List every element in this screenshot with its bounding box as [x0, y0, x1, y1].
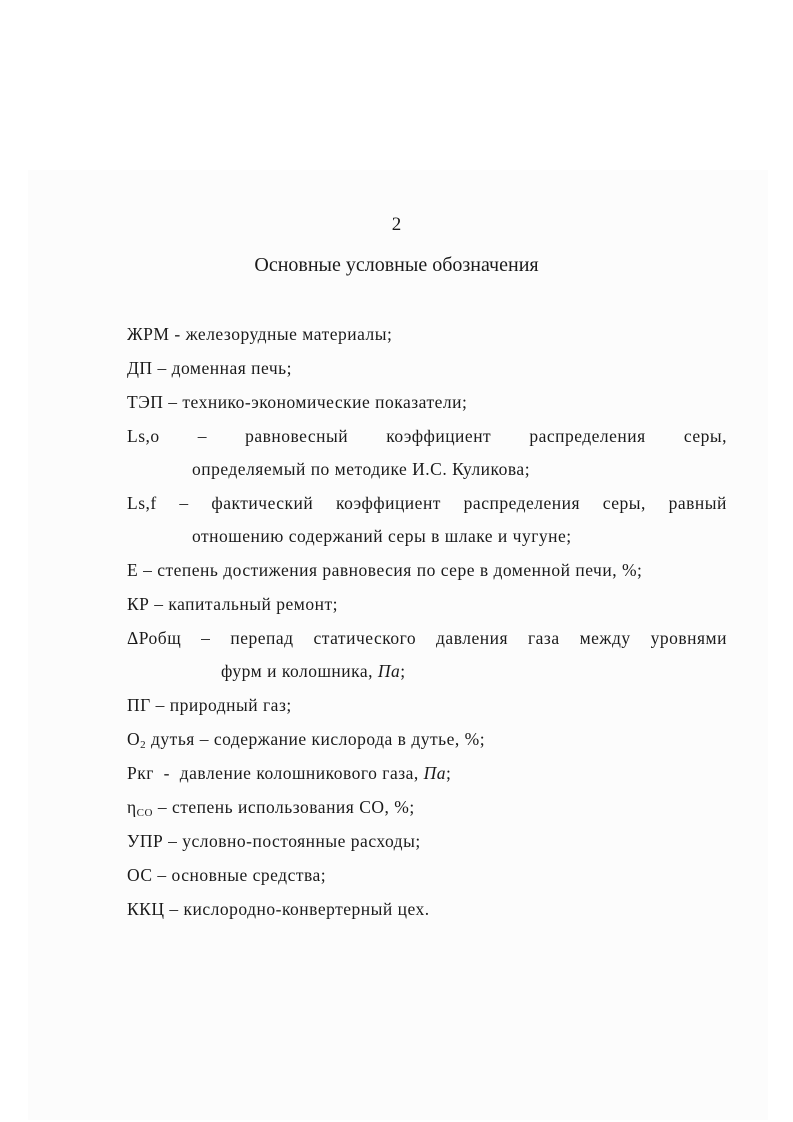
- abbreviation-entry: [127, 861, 727, 895]
- separator: –: [157, 797, 168, 817]
- abbreviation-entry: [127, 827, 727, 861]
- term-symbol: O: [127, 729, 141, 749]
- definition-word: серы,: [602, 493, 646, 513]
- abbreviation-term: ТЭП: [127, 392, 164, 412]
- separator: –: [143, 560, 153, 580]
- separator: –: [169, 899, 179, 919]
- definition-word: распределения: [529, 426, 646, 446]
- abbreviation-term: ДП: [127, 358, 153, 378]
- abbreviation-entry: [127, 556, 727, 590]
- abbreviation-entry: [127, 759, 727, 793]
- definition-word: коэффициент: [336, 493, 441, 513]
- separator: –: [201, 628, 211, 648]
- abbreviation-term: [127, 729, 195, 749]
- term-subscript: 2: [140, 739, 147, 751]
- definition-word: статического: [313, 628, 417, 648]
- abbreviation-definition: технико-экономические показатели;: [182, 392, 468, 412]
- abbreviation-definition: содержание кислорода в дутье, %;: [213, 729, 486, 749]
- separator: –: [179, 493, 189, 513]
- definition-word: распределения: [463, 493, 581, 513]
- abbreviation-term: ПГ: [127, 695, 151, 715]
- justified-line: [127, 624, 727, 657]
- definition-word: перепад: [230, 628, 294, 648]
- separator: –: [155, 695, 165, 715]
- abbreviation-definition: железорудные материалы;: [185, 324, 393, 344]
- definition-word: давления: [436, 628, 509, 648]
- abbreviation-definition: капитальный ремонт;: [168, 594, 338, 614]
- abbreviation-entry: [127, 320, 727, 354]
- abbreviation-definition: условно-постоянные расходы;: [182, 831, 421, 851]
- separator: -: [163, 763, 170, 783]
- unit-pascal: Па: [423, 763, 447, 783]
- abbreviation-term: [127, 797, 153, 817]
- term-symbol: η: [127, 797, 137, 817]
- separator: –: [199, 729, 209, 749]
- abbreviation-entry: [127, 590, 727, 624]
- page-title: Основные условные обозначения: [254, 254, 539, 276]
- abbreviation-term: Ркг: [127, 763, 154, 783]
- definition-word: коэффициент: [386, 426, 492, 446]
- justified-line: [127, 422, 727, 455]
- definition-word: уровнями: [650, 628, 727, 648]
- abbreviation-term: ЖРМ: [127, 324, 170, 344]
- line-end: ;: [400, 661, 406, 681]
- definition-word: равновесный: [245, 426, 349, 446]
- definition-word: газа: [527, 628, 560, 648]
- abbreviation-term: ОС: [127, 865, 153, 885]
- abbreviation-definition: давление колошникового газа,: [179, 763, 419, 783]
- abbreviation-definition: доменная печь;: [171, 358, 293, 378]
- separator: –: [168, 831, 178, 851]
- abbreviation-entry: [127, 489, 727, 556]
- line-end: ;: [446, 763, 452, 783]
- separator: –: [157, 865, 167, 885]
- definition-continuation: определяемый по методике И.С. Куликова;: [192, 459, 531, 479]
- abbreviation-term: Ls,f: [127, 493, 157, 513]
- unit-pascal: Па: [377, 661, 401, 681]
- abbreviation-entry: [127, 725, 727, 759]
- abbreviation-definition: степень использования СО, %;: [171, 797, 415, 817]
- continuation-text: фурм и колошника,: [221, 661, 374, 681]
- separator: -: [174, 324, 181, 344]
- abbreviation-entry: [127, 793, 727, 827]
- abbreviation-definition: основные средства;: [171, 865, 327, 885]
- separator: –: [157, 358, 167, 378]
- abbreviation-term: ККЦ: [127, 899, 165, 919]
- definition-word: между: [579, 628, 631, 648]
- abbreviation-term: КР: [127, 594, 150, 614]
- abbreviation-definition: кислородно-конвертерный цех.: [183, 899, 430, 919]
- definition-continuation: отношению содержаний серы в шлаке и чугуне;: [192, 526, 572, 546]
- separator: –: [154, 594, 164, 614]
- separator: –: [197, 426, 207, 446]
- abbreviation-definition: природный газ;: [169, 695, 292, 715]
- abbreviation-entry: [127, 895, 727, 929]
- abbreviation-term: УПР: [127, 831, 164, 851]
- term-rest: дутья: [151, 729, 195, 749]
- definition-continuation: [127, 657, 727, 685]
- justified-line: [127, 489, 727, 522]
- separator: –: [168, 392, 178, 412]
- abbreviation-entry: [127, 354, 727, 388]
- abbreviation-entry: [127, 388, 727, 422]
- abbreviation-entry: [127, 422, 727, 489]
- page-number: 2: [391, 214, 402, 235]
- definition-word: равный: [668, 493, 727, 513]
- abbreviation-term: Е: [127, 560, 139, 580]
- definition-word: серы,: [683, 426, 727, 446]
- abbreviation-term: ΔРобщ: [127, 628, 182, 648]
- abbreviation-entry: [127, 624, 727, 691]
- abbreviation-term: Ls,o: [127, 426, 160, 446]
- abbreviation-definition: степень достижения равновесия по сере в доменной печи, %;: [157, 560, 643, 580]
- abbreviation-entry: [127, 691, 727, 725]
- abbreviation-list: [127, 320, 727, 929]
- term-subscript: CO: [136, 807, 153, 819]
- definition-word: фактический: [211, 493, 314, 513]
